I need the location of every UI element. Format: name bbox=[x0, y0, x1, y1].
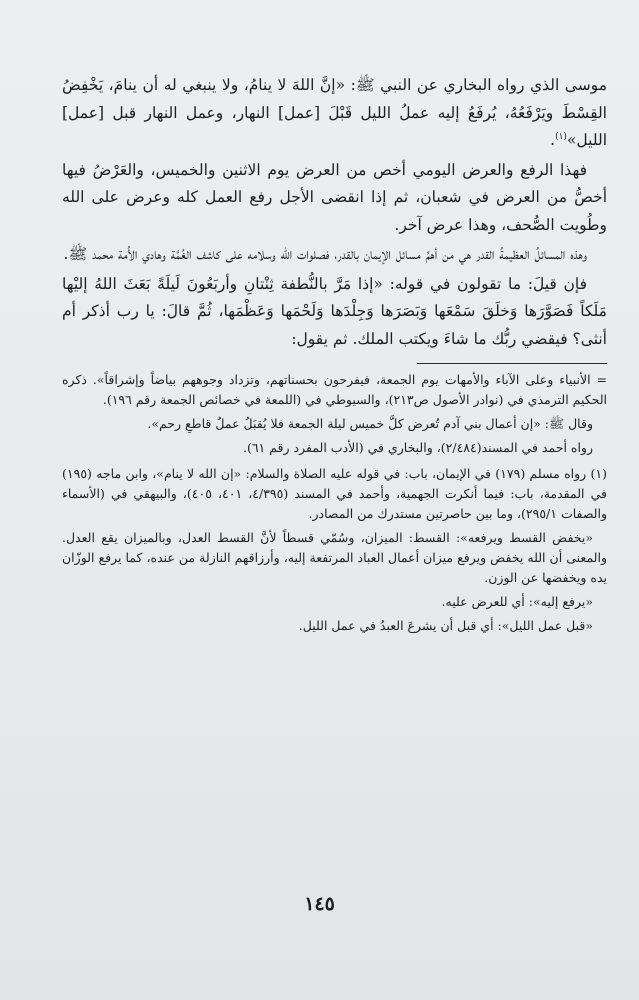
paragraph-1-text: موسى الذي رواه البخاري عن النبي ﷺ: «إنَّ اللهَ لا ينامُ، ولا ينبغي له أن ينامَ، يَخْفِضُ القِسْطَ ويَرْفَعُهُ، يُرفَعُ إليه عملُ الليل قَبْلَ [عمل] النهار، وعمل النهار قبل [عمل] الليل» bbox=[62, 76, 607, 149]
page-number: ١٤٥ bbox=[304, 893, 335, 915]
footnote-explanation-3: «قبل عمل الليل»: أي قبل أن يشرعَ العبدُ في عمل الليل. bbox=[298, 618, 593, 633]
footnotes bbox=[62, 370, 607, 636]
footnote-divider bbox=[417, 363, 607, 364]
footnote-explanation-1: «يخفض القسط ويرفعه»: القسط: الميزان، وسُمّي قسطاً لأنَّ القسط العدل، وبالميزان يقع العدل. والمعنى أن الله يخفض ويرفع ميزان أعمال العباد المرتفعة إليه، وأرزاقهم النازلة من عنده، كما يرفع الوزّان يده ويخفضها عن الوزن. bbox=[62, 530, 607, 585]
footnote-marker: (١) bbox=[555, 131, 567, 142]
footnote-source: رواه أحمد في المسند(٢/٤٨٤)، والبخاري في (الأدب المفرد رقم ٦١). bbox=[242, 440, 593, 455]
paragraph-2: فهذا الرفع والعرض اليومي أخص من العرض يوم الاثنين والخميس، والعَرْضُ فيها أخصُّ من العرض في شعبان، ثم إذا انقضى الأجل رفع العمل كله وعرض على الله وطُويت الصُّحف، وهذا عرض آخر. bbox=[62, 160, 607, 234]
paragraph-1: موسى الذي رواه البخاري عن النبي ﷺ: «إنَّ اللهَ لا ينامُ، ولا ينبغي له أن ينامَ، يَخْفِضُ القِسْطَ ويَرْفَعُهُ، يُرفَعُ إليه عملُ الليل قَبْلَ [عمل] النهار، وعمل النهار قبل [عمل] الليل»$^{(١)}$. bbox=[62, 76, 607, 149]
main-text bbox=[62, 72, 607, 353]
footnote-explanation-2: «يرفع إليه»: أي للعرض عليه. bbox=[441, 594, 593, 609]
page-content bbox=[62, 72, 607, 636]
footnote-hadith: وقال ﷺ: «إن أعمال بني آدم تُعرض كلَّ خميس ليلة الجمعة فلا يُقبَلُ عملُ قاطعِ رحم». bbox=[147, 416, 593, 431]
paragraph-4: فإن قيلَ: ما تقولون في قوله: «إذا مَرَّ بالنُّطفة ثِنْتانِ وأربَعُونَ لَيلَةً بَعَثَ اللهُ إليْها مَلَكاً فَصَوَّرَها وَخلَقَ سَمْعَها وَبَصَرَها وَجِلْدَها وَلَحْمَها وَعَظْمَها، ثُمَّ قالَ: يا رب أذكر أم أنثى؟ فيقضي ربُّك ما شاءَ ويكتب الملك. ثم يقول: bbox=[62, 274, 607, 348]
paragraph-3: وهذه المسائلُ العظيمةُ القدر هي من أهمِّ مسائل الإيمان بالقدر، فصلوات الله وسلامه على كاشف الغُمَّة وهادي الأُمة محمد ﷺ. bbox=[63, 245, 587, 263]
footnote-continuation: = الأنبياء وعلى الآباء والأمهات يوم الجمعة، فيفرحون بحسناتهم، وتزداد وجوههم بياضاً وإشراقاً». ذكره الحكيم الترمذي في (نوادر الأصول ص٢١٣)، والسيوطي في (اللمعة في خصائص الجمعة رقم ١٩٦). bbox=[62, 372, 607, 407]
footnote-1: (١) رواه مسلم (١٧٩) في الإيمان، باب: في قوله عليه الصلاة والسلام: «إن الله لا ينام»، وابن ماجه (١٩٥) في المقدمة، باب: فيما أنكرت الجهمية، وأحمد في المسند (٤/٣٩٥، ٤٠١، ٤٠٥)، والبيهقي في (الأسماء والصفات ٢٩٥/١)، وما بين حاصرتين مستدرك من المصادر. bbox=[62, 466, 607, 521]
